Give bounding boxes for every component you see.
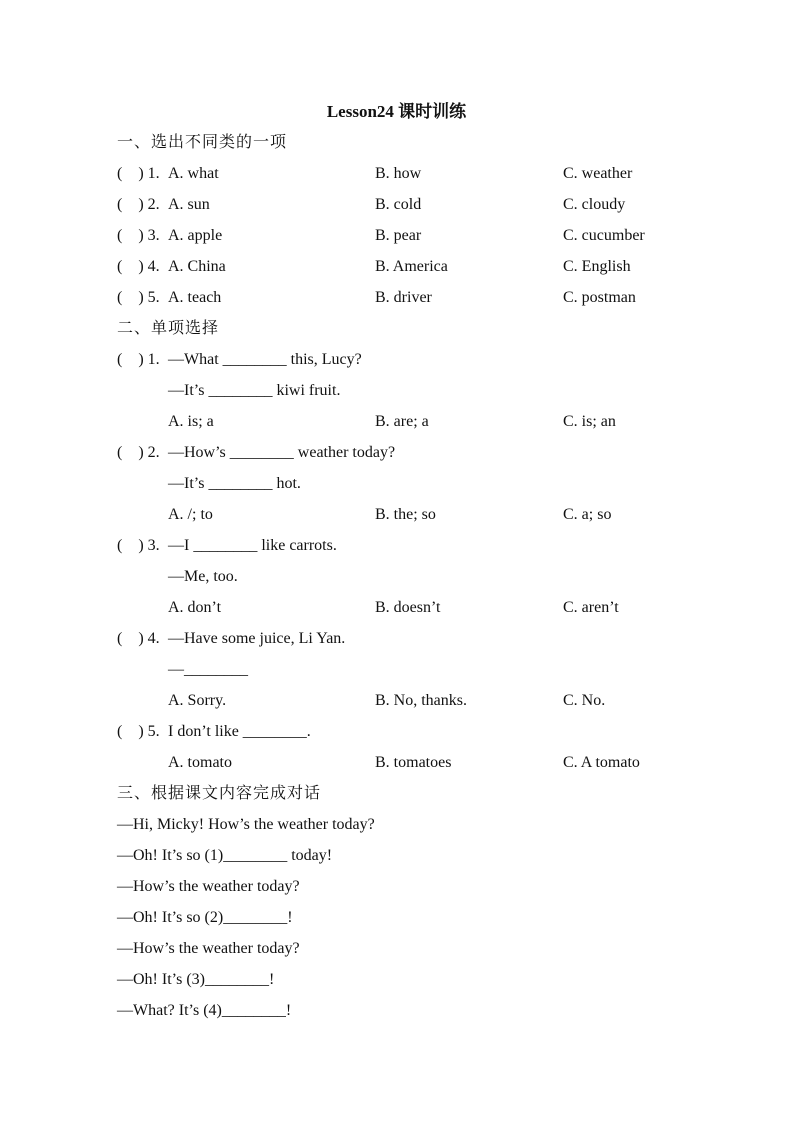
options-row bbox=[117, 592, 676, 623]
answer-bracket: ( ) 2. bbox=[117, 444, 160, 461]
dialogue-line: —How’s the weather today? bbox=[117, 878, 300, 895]
option-a: A. don’t bbox=[168, 599, 222, 616]
option-b: B. the; so bbox=[375, 506, 436, 523]
options-row bbox=[117, 499, 676, 530]
answer-bracket: ( ) 5. bbox=[117, 289, 160, 306]
question-stem bbox=[117, 561, 676, 592]
stem-line: —________ bbox=[168, 661, 248, 678]
answer-bracket: ( ) 2. bbox=[117, 196, 160, 213]
option-c: C. weather bbox=[563, 165, 633, 182]
option-c: C. English bbox=[563, 258, 631, 275]
question-stem bbox=[117, 623, 676, 654]
answer-bracket: ( ) 3. bbox=[117, 537, 160, 554]
answer-bracket: ( ) 4. bbox=[117, 630, 160, 647]
question-row bbox=[117, 158, 676, 189]
worksheet-title: Lesson24 课时训练 bbox=[326, 102, 467, 121]
options-row bbox=[117, 406, 676, 437]
question-cell bbox=[117, 282, 375, 313]
dialogue-line: —Oh! It’s so (1)________ today! bbox=[117, 847, 333, 864]
option-cell bbox=[117, 592, 375, 623]
option-cell bbox=[117, 406, 375, 437]
option-a: A. China bbox=[168, 258, 226, 275]
stem-line: —It’s ________ hot. bbox=[168, 475, 301, 492]
stem-line: —Me, too. bbox=[168, 568, 238, 585]
stem-line: —What ________ this, Lucy? bbox=[168, 351, 362, 368]
section-3-heading: 三、根据课文内容完成对话 bbox=[117, 785, 322, 802]
question-row bbox=[117, 282, 676, 313]
question-cell bbox=[117, 251, 375, 282]
stem-line: —Have some juice, Li Yan. bbox=[168, 630, 346, 647]
question-stem bbox=[117, 375, 676, 406]
question-row bbox=[117, 189, 676, 220]
option-b: B. driver bbox=[375, 289, 432, 306]
option-a: A. /; to bbox=[168, 506, 213, 523]
question-cell bbox=[117, 220, 375, 251]
question-stem bbox=[117, 530, 676, 561]
answer-bracket: ( ) 3. bbox=[117, 227, 160, 244]
dialogue-line: —Oh! It’s so (2)________! bbox=[117, 909, 293, 926]
question-stem bbox=[117, 716, 676, 747]
question-stem bbox=[117, 654, 676, 685]
option-a: A. tomato bbox=[168, 754, 232, 771]
dialogue-line: —How’s the weather today? bbox=[117, 940, 300, 957]
option-cell bbox=[117, 499, 375, 530]
question-row bbox=[117, 251, 676, 282]
option-c: C. cloudy bbox=[563, 196, 626, 213]
stem-line: I don’t like ________. bbox=[168, 723, 311, 740]
option-cell bbox=[117, 747, 375, 778]
option-c: C. a; so bbox=[563, 506, 612, 523]
answer-bracket: ( ) 4. bbox=[117, 258, 160, 275]
option-b: B. America bbox=[375, 258, 448, 275]
option-c: C. aren’t bbox=[563, 599, 619, 616]
stem-line: —It’s ________ kiwi fruit. bbox=[168, 382, 341, 399]
answer-bracket: ( ) 1. bbox=[117, 165, 160, 182]
option-c: C. postman bbox=[563, 289, 636, 306]
option-a: A. what bbox=[168, 165, 219, 182]
question-cell bbox=[117, 189, 375, 220]
dialogue-line: —What? It’s (4)________! bbox=[117, 1002, 292, 1019]
option-a: A. Sorry. bbox=[168, 692, 227, 709]
option-b: B. pear bbox=[375, 227, 422, 244]
option-a: A. apple bbox=[168, 227, 223, 244]
option-c: C. is; an bbox=[563, 413, 616, 430]
option-b: B. how bbox=[375, 165, 422, 182]
option-b: B. cold bbox=[375, 196, 422, 213]
option-c: C. A tomato bbox=[563, 754, 640, 771]
option-c: C. cucumber bbox=[563, 227, 645, 244]
option-b: B. doesn’t bbox=[375, 599, 441, 616]
option-a: A. sun bbox=[168, 196, 210, 213]
dialogue-line: —Hi, Micky! How’s the weather today? bbox=[117, 816, 375, 833]
stem-line: —How’s ________ weather today? bbox=[168, 444, 396, 461]
question-stem bbox=[117, 468, 676, 499]
question-row bbox=[117, 220, 676, 251]
answer-bracket: ( ) 1. bbox=[117, 351, 160, 368]
option-a: A. teach bbox=[168, 289, 222, 306]
question-stem bbox=[117, 344, 676, 375]
option-cell bbox=[117, 685, 375, 716]
question-cell bbox=[117, 158, 375, 189]
question-stem bbox=[117, 437, 676, 468]
options-row bbox=[117, 685, 676, 716]
option-b: B. are; a bbox=[375, 413, 429, 430]
option-b: B. tomatoes bbox=[375, 754, 452, 771]
options-row bbox=[117, 747, 676, 778]
option-b: B. No, thanks. bbox=[375, 692, 467, 709]
section-1-heading: 一、选出不同类的一项 bbox=[117, 134, 288, 151]
stem-line: —I ________ like carrots. bbox=[168, 537, 337, 554]
option-c: C. No. bbox=[563, 692, 606, 709]
answer-bracket: ( ) 5. bbox=[117, 723, 160, 740]
dialogue-line: —Oh! It’s (3)________! bbox=[117, 971, 275, 988]
option-a: A. is; a bbox=[168, 413, 214, 430]
section-2-heading: 二、单项选择 bbox=[117, 320, 220, 337]
